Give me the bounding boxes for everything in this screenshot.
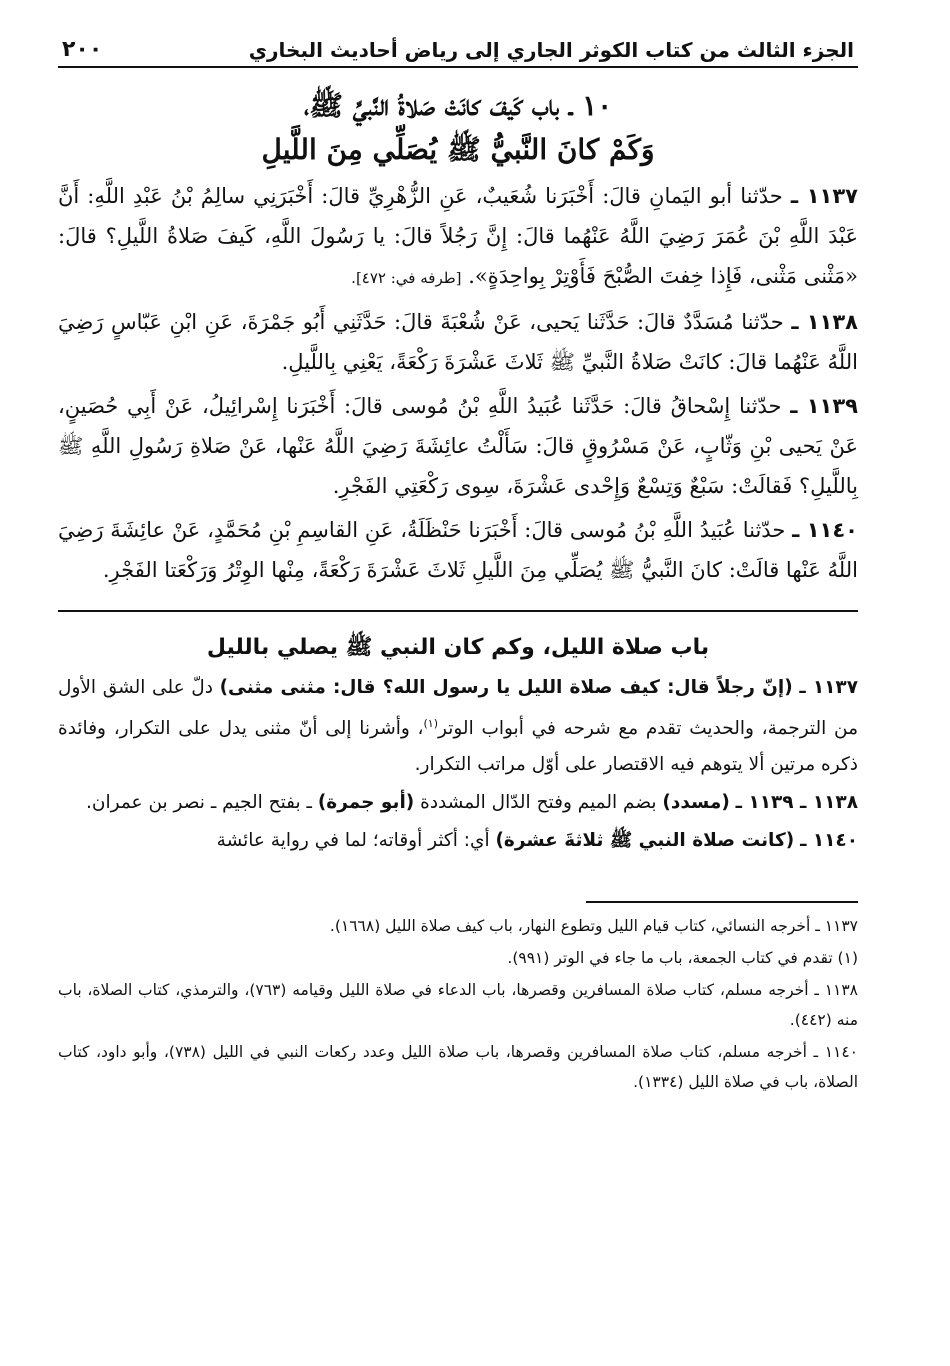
running-header	[58, 30, 858, 68]
commentary-number: ١١٤٠ ـ	[800, 830, 858, 852]
commentary-quote: (مسدد)	[662, 792, 730, 814]
commentary-paragraph-1138-1139	[58, 785, 858, 821]
commentary-text: بضم الميم وفتح الدّال المشددة	[414, 792, 663, 814]
chapter-heading	[58, 84, 858, 172]
hadith-text: حدّثنا أبو اليَمانِ قالَ: أَخْبَرَنا شُعَيبٌ، عَنِ الزُّهْرِيِّ قالَ: أَخْبَرَنِي سالِمُ بْنُ عَبْدِ اللَّهِ: أَنَّ عَبْدَ اللَّهِ بْنَ عُمَرَ رَضِيَ اللَّهُ عَنْهُما قالَ: إِنَّ رَجُلاً قالَ: يا رَسُولَ اللَّهِ، كَيفَ صَلاةُ اللَّيلِ؟ قالَ: «مَثْنى مَثْنى، فَإِذا خِفتَ الصُّبْحَ فَأَوْتِرْ بِواحِدَةٍ».	[58, 184, 858, 288]
hadith-number: ١١٣٩ ـ	[790, 394, 858, 418]
section-divider	[58, 610, 858, 612]
chapter-heading-line-2: وَكَمْ كانَ النَّبيُّ ﷺ يُصَلِّي مِنَ اللَّيلِ	[261, 133, 655, 166]
hadith-number: ١١٣٨ ـ	[791, 310, 858, 334]
hadith-number: ١١٣٧ ـ	[790, 184, 858, 208]
footnote-1: (١) تقدم في كتاب الجمعة، باب ما جاء في الوتر (٩٩١).	[507, 949, 858, 968]
footnote-1140: ١١٤٠ ـ أخرجه مسلم، كتاب صلاة المسافرين وقصرها، باب صلاة الليل وعدد ركعات النبي في الليل (٧٣٨)، وأبو داود، كتاب الصلاة، باب في صلاة الليل (١٣٣٤).	[58, 1043, 858, 1092]
footnote-marker: (١)	[423, 717, 439, 730]
header-title: الجزء الثالث من كتاب الكوثر الجاري إلى رياض أحاديث البخاري	[248, 38, 854, 62]
hadith-number: ١١٤٠ ـ	[792, 518, 858, 542]
hadith-text: حدّثنا إِسْحاقُ قالَ: حَدَّثَنا عُبَيدُ اللَّهِ بْنُ مُوسى قالَ: أَخْبَرَنا إِسْرائِيلُ، عَنْ أَبِي حُصَينٍ، عَنْ يَحيى بْنِ وَثّابٍ، عَنْ مَسْرُوقٍ قالَ: سَأَلْتُ عائِشَةَ رَضِيَ اللَّهُ عَنْها، عَنْ صَلاةِ رَسُولِ اللَّهِ ﷺ بِاللَّيلِ؟ فَقالَتْ: سَبْعٌ وَتِسْعٌ وَإِحْدى عَشْرَةَ، سِوى رَكْعَتِي الفَجْرِ.	[58, 394, 858, 498]
chapter-heading-line-1: ١٠ ـ باب كَيفَ كانَتْ صَلاةُ النَّبيِّ ﷺ،	[303, 89, 613, 122]
hadith-1138	[58, 302, 858, 382]
hadith-text: حدّثنا عُبَيدُ اللَّهِ بْنُ مُوسى قالَ: أَخْبَرَنا حَنْظَلَةُ، عَنِ القاسِمِ بْنِ مُحَمَّدٍ، عَنْ عائِشَةَ رَضِيَ اللَّهُ عَنْها قالَتْ: كانَ النَّبيُّ ﷺ يُصَلِّي مِنَ اللَّيلِ ثَلاثَ عَشْرَةَ رَكْعَةً، مِنْها الوِتْرُ وَرَكْعَتا الفَجْرِ.	[58, 518, 858, 582]
commentary-paragraph-1140	[58, 823, 858, 859]
hadith-1139	[58, 386, 858, 506]
page-number: ٢٠٠	[62, 37, 103, 62]
commentary-heading: باب صلاة الليل، وكم كان النبي ﷺ يصلي بالليل	[206, 635, 710, 660]
commentary-paragraph-1137	[58, 670, 858, 783]
footnote-1138: ١١٣٨ ـ أخرجه مسلم، كتاب صلاة المسافرين وقصرها، باب الدعاء في صلاة الليل وقيامه (٧٦٣)، والترمذي، كتاب الصلاة، باب منه (٤٤٢).	[58, 981, 858, 1030]
commentary-quote: (أبو جمرة)	[317, 792, 415, 814]
book-page	[58, 30, 858, 1099]
hadith-1140	[58, 510, 858, 590]
commentary-text: ـ بفتح الجيم ـ نصر بن عمران.	[86, 792, 318, 814]
hadith-reference: [طرفه في: ٤٧٢].	[351, 269, 462, 287]
footnote-separator	[586, 901, 858, 903]
footnote-1137: ١١٣٧ ـ أخرجه النسائي، كتاب قيام الليل وتطوع النهار، باب كيف صلاة الليل (١٦٦٨).	[329, 917, 858, 936]
commentary-text: أي: أكثر أوقاته؛ لما في رواية عائشة	[216, 830, 496, 852]
commentary-quote: (إنّ رجلاً قال: كيف صلاة الليل يا رسول الله؟ قال: مثنى مثنى)	[219, 677, 793, 698]
hadith-1137	[58, 176, 858, 298]
hadith-text: حدّثنا مُسَدَّدٌ قالَ: حَدَّثَنا يَحيى، عَنْ شُعْبَةَ قالَ: حَدَّثَنِي أَبُو جَمْرَةَ، عَنِ ابْنِ عَبّاسٍ رَضِيَ اللَّهُ عَنْهُما قالَ: كانَتْ صَلاةُ النَّبيِّ ﷺ ثَلاثَ عَشْرَةَ رَكْعَةً، يَعْنِي بِاللَّيلِ.	[58, 310, 858, 374]
commentary-number: ١١٣٨ ـ ١١٣٩ ـ	[735, 792, 858, 814]
commentary-number: ١١٣٧ ـ	[799, 677, 859, 698]
commentary-text: دلّ على الشق الأول من الترجمة، والحديث تقدم مع شرحه في أبواب الوتر	[58, 677, 858, 740]
commentary-quote: (كانت صلاة النبي ﷺ ثلاثةَ عشرة)	[495, 830, 795, 852]
commentary-text: ، وأشرنا إلى أنّ مثنى يدل على التكرار، وفائدة ذكره مرتين ألا يتوهم فيه الاقتصار على أوّل مراتب التكرار.	[58, 718, 858, 776]
